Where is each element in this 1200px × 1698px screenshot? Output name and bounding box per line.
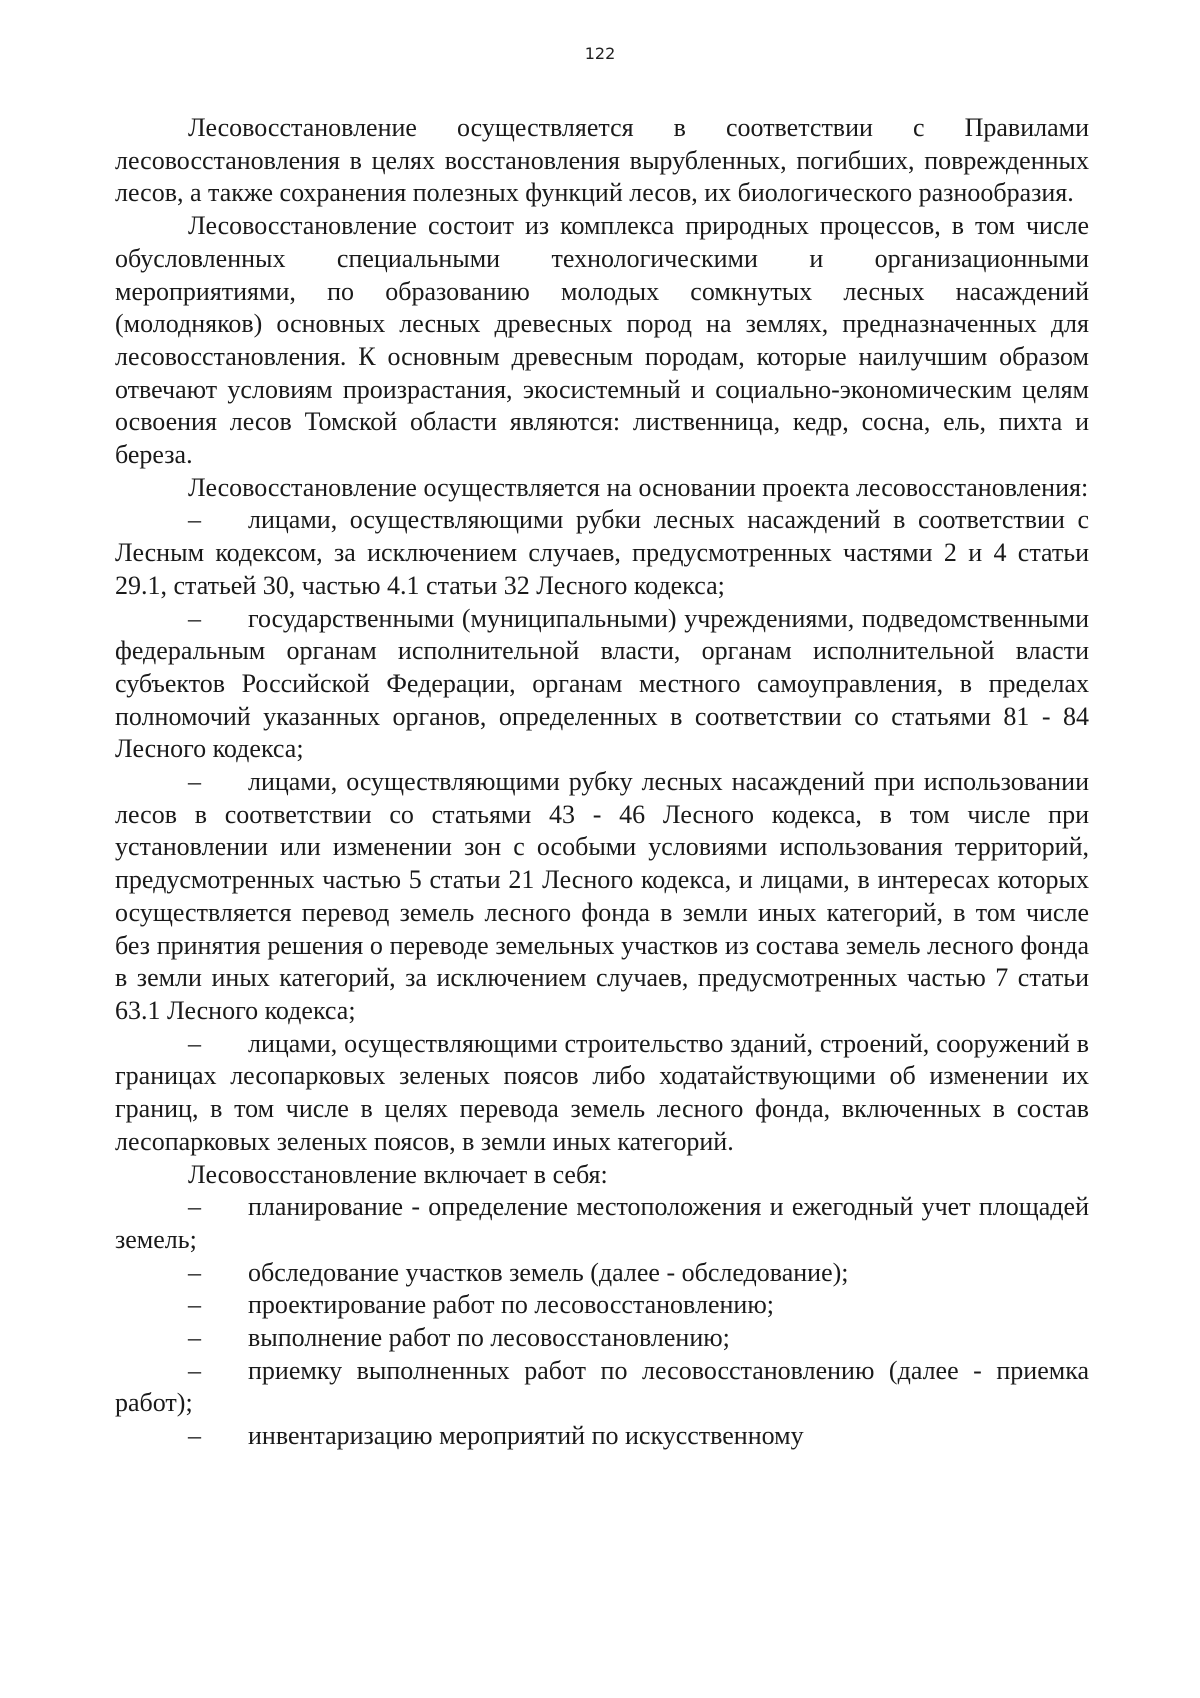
dash-bullet: – xyxy=(188,1290,201,1320)
list-item xyxy=(115,504,1089,602)
paragraph-includes: Лесовосстановление включает в себя: xyxy=(188,1159,608,1189)
list-item xyxy=(115,603,1089,767)
list-item-text: инвентаризацию мероприятий по искусственному xyxy=(248,1421,804,1451)
dash-bullet: – xyxy=(188,1323,201,1353)
list-item-text: лицами, осуществляющими рубки лесных насаждений в соответствии с Лесным кодексом, за исключением случаев, предусмотренных частями 2 и 4 статьи 29.1, статьей 30, частью 4.1 статьи 32 Лесного кодекса; xyxy=(115,505,1089,600)
document-body xyxy=(115,112,1089,1453)
paragraph-basis: Лесовосстановление осуществляется на основании проекта лесовосстановления: xyxy=(188,472,1089,502)
dash-bullet: – xyxy=(188,1421,201,1451)
list-item-text: планирование - определение местоположения и ежегодный учет площадей земель; xyxy=(115,1192,1089,1254)
list-item-text: государственными (муниципальными) учреждениями, подведомственными федеральным органам исполнительной власти, органам исполнительной власти субъектов Российской Федерации, органам местного самоуправления, в пределах полномочий указанных органов, определенных в соответствии со статьями 81 - 84 Лесного кодекса; xyxy=(115,603,1089,764)
dash-bullet: – xyxy=(188,1355,201,1385)
dash-bullet: – xyxy=(188,505,201,535)
dash-bullet: – xyxy=(188,1257,201,1287)
list-item-text: выполнение работ по лесовосстановлению; xyxy=(248,1323,730,1353)
page-number: 122 xyxy=(584,44,616,63)
paragraph-composition: Лесовосстановление состоит из комплекса природных процессов, в том числе обусловленных специальными технологическими и организационными мероприятиями, по образованию молодых сомкнутых лесных насаждений (молодняков) основных лесных древесных пород на землях, предназначенных для лесовосстановления. К основным древесным породам, которые наилучшим образом отвечают условиям произрастания, экосистемный и социально-экономическим целям освоения лесов Томской области являются: лиственница, кедр, сосна, ель, пихта и береза. xyxy=(115,211,1089,470)
dash-bullet: – xyxy=(188,1192,201,1222)
dash-bullet: – xyxy=(188,603,201,633)
list-item xyxy=(115,1257,1089,1290)
list-item-text: лицами, осуществляющими рубку лесных насаждений при использовании лесов в соответствии со статьями 43 - 46 Лесного кодекса, в том числе при установлении или изменении зон с особыми условиями использования территорий, предусмотренных частью 5 статьи 21 Лесного кодекса, и лицами, в интересах которых осуществляется перевод земель лесного фонда в земли иных категорий, в том числе без принятия решения о переводе земельных участков из состава земель лесного фонда в земли иных категорий, за исключением случаев, предусмотренных частью 7 статьи 63.1 Лесного кодекса; xyxy=(115,767,1089,1025)
list-item xyxy=(115,1191,1089,1256)
list-item xyxy=(115,1289,1089,1322)
list-item xyxy=(115,1355,1089,1420)
list-item-text: лицами, осуществляющими строительство зданий, строений, сооружений в границах лесопарковых зеленых поясов либо ходатайствующими об изменении их границ, в том числе в целях перевода земель лесного фонда, включенных в состав лесопарковых зеленых поясов, в земли иных категорий. xyxy=(115,1028,1089,1156)
dash-bullet: – xyxy=(188,767,201,797)
list-item xyxy=(115,1420,1089,1453)
list-item-text: проектирование работ по лесовосстановлению; xyxy=(248,1290,774,1320)
list-item-text: приемку выполненных работ по лесовосстановлению (далее - приемка работ); xyxy=(115,1355,1089,1418)
list-item xyxy=(115,1322,1089,1355)
list-item-text: обследование участков земель (далее - обследование); xyxy=(248,1257,849,1287)
dash-bullet: – xyxy=(188,1028,201,1058)
paragraph-intro: Лесовосстановление осуществляется в соответствии с Правилами лесовосстановления в целях восстановления вырубленных, погибших, поврежденных лесов, а также сохранения полезных функций лесов, их биологического разнообразия. xyxy=(115,113,1089,208)
list-item xyxy=(115,766,1089,1028)
list-item xyxy=(115,1028,1089,1159)
